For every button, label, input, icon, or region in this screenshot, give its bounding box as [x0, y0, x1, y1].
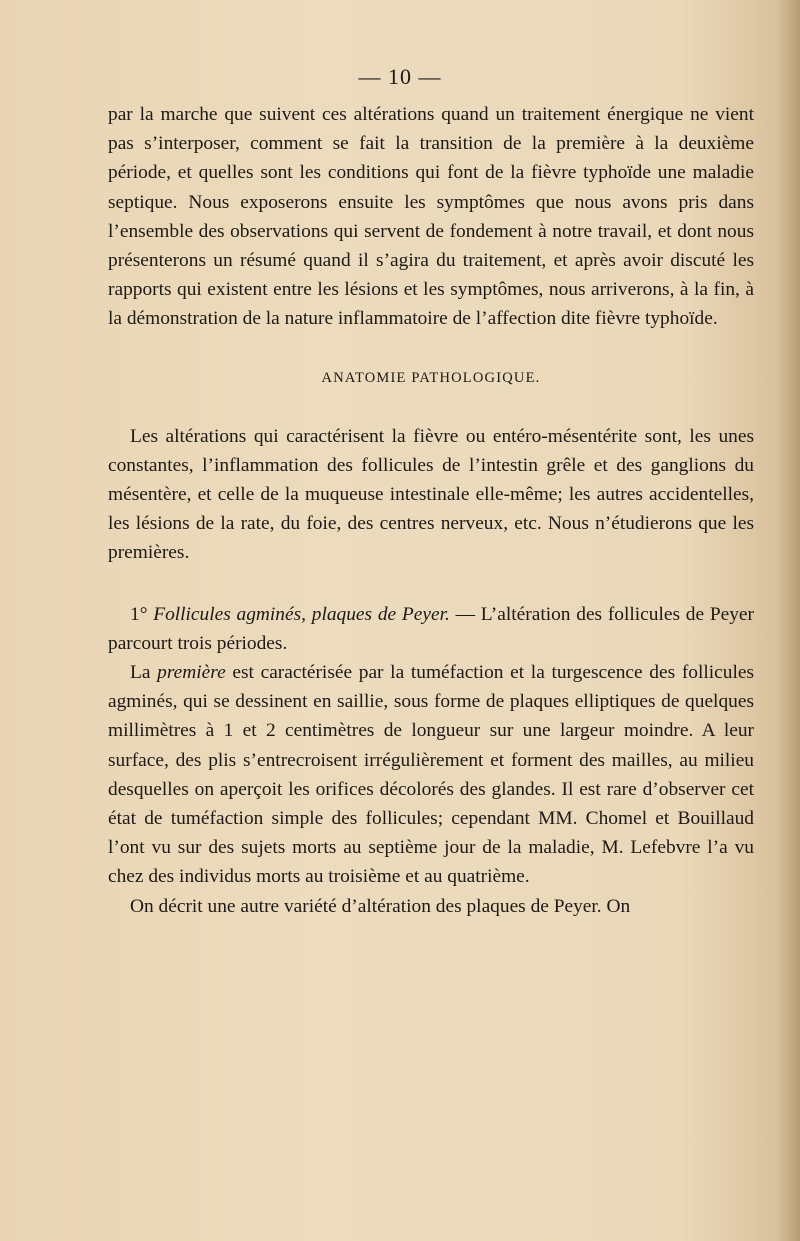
- follicules-number: 1°: [130, 603, 148, 625]
- premiere-lead: La: [130, 662, 158, 684]
- follicules-text: — L’altération des follicules de Peyer parcourt trois périodes.: [108, 603, 754, 654]
- paragraph-premiere: [108, 658, 754, 892]
- paragraph-last: On décrit une autre variété d’altération des plaques de Peyer. On: [130, 895, 631, 917]
- paragraph-alterations: Les altérations qui caractérisent la fièvre ou entéro-mésentérite sont, les unes constantes, l’inflammation des follicules de l’intestin grêle et des ganglions du mésentère, et celle de la muqueuse intestinale elle-même; les autres accidentelles, les lésions de la rate, du foie, des centres nerveux, etc. Nous n’étudierons que les premières.: [108, 425, 754, 564]
- follicules-title: Follicules agminés, plaques de Peyer.: [153, 603, 450, 625]
- paragraph-follicules: [108, 600, 754, 658]
- section-heading: ANATOMIE PATHOLOGIQUE.: [321, 369, 541, 386]
- page-number: — 10 —: [358, 64, 442, 89]
- premiere-word: première: [157, 662, 226, 684]
- paragraph-intro: par la marche que suivent ces altérations quand un traitement énergique ne vient pas s’interposer, comment se fait la transition de la première à la deuxième période, et quelles sont les conditions qui font de la fièvre typhoïde une maladie septique. Nous exposerons ensuite les symptômes que nous avons pris dans l’ensemble des observations qui servent de fondement à notre travail, et dont nous présenterons un résumé quand il s’agira du traitement, et après avoir discuté les rapports qui existent entre les lésions et les symptômes, nous arriverons, à la fin, à la démonstration de la nature inflammatoire de l’affection dite fièvre typhoïde.: [108, 104, 754, 330]
- page-text: [108, 100, 754, 921]
- premiere-text: est caractérisée par la tuméfaction et la turgescence des follicules agminés, qui se dessinent en saillie, sous forme de plaques elliptiques de quelques millimètres à 1 et 2 centimètres de longueur sur une largeur moindre. A leur surface, des plis s’entrecroisent irrégulièrement et forment des mailles, au milieu desquelles on aperçoit les orifices décolorés des glandes. Il est rare d’observer cet état de tuméfaction simple des follicules; cependant MM. Chomel et Bouillaud l’ont vu sur des sujets morts au septième jour de la maladie, M. Lefebvre l’a vu chez des individus morts au troisième et au quatrième.: [108, 662, 754, 888]
